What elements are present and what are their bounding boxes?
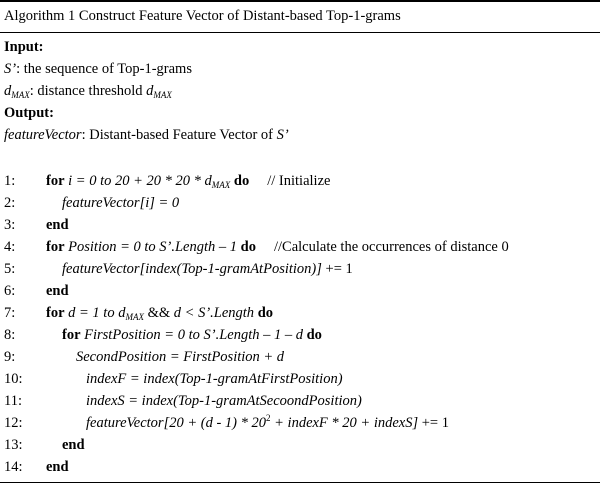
output-heading: Output: xyxy=(4,105,54,121)
line-number: 8: xyxy=(4,327,16,343)
code-line-12: featureVector[20 + $(d - 1) * 20^2$ + indexF * 20 + indexS] += 1 xyxy=(86,413,449,431)
code-line-1: for i = 0 to $20 + 20 * 20 * d_{MAX}$ do // Initialize xyxy=(46,173,331,190)
comment: // Initialize xyxy=(267,173,331,189)
code-line-5: featureVector[index(Top-1-gramAtPosition)] += 1 xyxy=(62,261,353,277)
comment: //Calculate the occurrences of distance 0 xyxy=(273,239,509,255)
code-line-2: featureVector[i] = 0 xyxy=(62,195,180,211)
code-line-8: for FirstPosition = 0 to S’.Length – 1 – d do xyxy=(62,327,322,343)
input-s-line xyxy=(4,58,192,80)
fv-desc: : Distant-based Feature Vector of xyxy=(81,127,277,143)
line-number: 6: xyxy=(4,283,16,299)
code-line-4: for Position = 0 to S’.Length – 1 do //Calculate the occurrences of distance 0 xyxy=(46,239,509,255)
line-number: 7: xyxy=(4,305,16,321)
bottom-rule xyxy=(0,482,600,483)
s-desc: : the sequence of Top-1-grams xyxy=(16,61,192,77)
output-fv-line: featureVector: Distant-based Feature Vector of S’ xyxy=(4,127,289,143)
line-number: 12: xyxy=(4,415,23,431)
input-heading: Input: xyxy=(4,39,44,55)
code-line-7: for d = 1 to $d_{MAX}$ && d < S’.Length do xyxy=(46,305,274,322)
output-label: Output xyxy=(4,105,50,121)
code-line-3: end xyxy=(46,217,69,233)
title-rule xyxy=(0,32,600,33)
algorithm-label: Algorithm 1 xyxy=(4,8,76,24)
line-number: 13: xyxy=(4,437,23,453)
d-desc: : distance threshold xyxy=(29,83,147,99)
code-line-10: indexF = index(Top-1-gramAtFirstPosition) xyxy=(86,371,343,387)
line-number: 4: xyxy=(4,239,16,255)
code-line-14: end xyxy=(46,459,69,475)
line-number: 3: xyxy=(4,217,16,233)
line-number: 9: xyxy=(4,349,16,365)
line-number: 1: xyxy=(4,173,16,189)
line-number: 2: xyxy=(4,195,16,211)
code-line-6: end xyxy=(46,283,69,299)
d-name: d xyxy=(4,83,12,99)
input-label: Input xyxy=(4,39,39,55)
algorithm-title xyxy=(4,5,401,27)
code-line-11: indexS = index(Top-1-gramAtSecoondPosition) xyxy=(86,393,362,409)
input-d-line: $d_{MAX}$: distance threshold $d_{MAX}$ xyxy=(4,83,172,100)
line-number: 11: xyxy=(4,393,22,409)
algorithm-title-text: Construct Feature Vector of Distant-based Top-1-grams xyxy=(78,8,401,24)
fv-name: featureVector xyxy=(4,127,82,143)
top-rule xyxy=(0,0,600,2)
line-number: 14: xyxy=(4,459,23,475)
line-number: 10: xyxy=(4,371,23,387)
code-line-13: end xyxy=(62,437,85,453)
code-line-9: SecondPosition = FirstPosition + d xyxy=(76,349,285,365)
s-name: S’ xyxy=(4,61,17,77)
line-number: 5: xyxy=(4,261,16,277)
